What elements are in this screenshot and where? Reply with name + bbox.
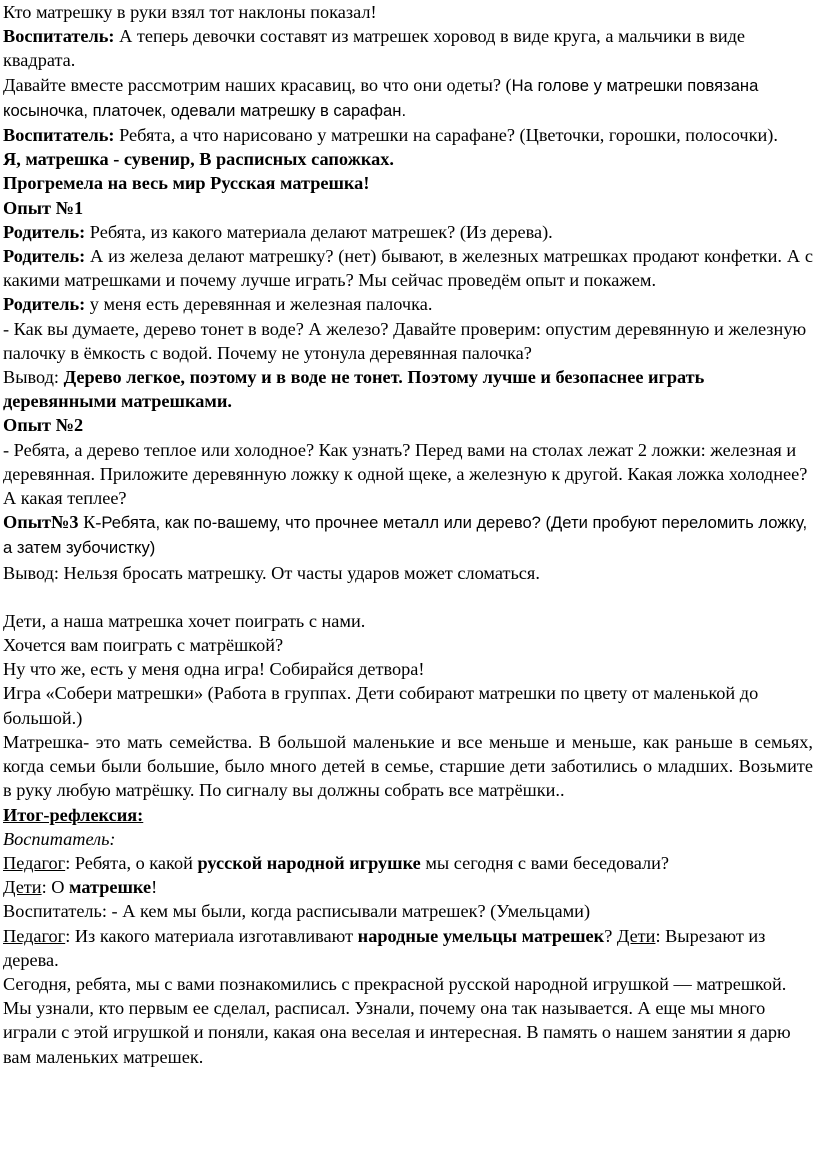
speaker-label: Родитель: [3,246,86,267]
costume-paragraph [3,73,813,123]
closing-paragraph [3,972,813,1069]
answer-text: На голове у матрешки повязана косыночка, платочек, одевали матрешку в сарафан. [3,75,759,120]
paragraph-text: Дети, а наша матрешка хочет поиграть с нами. [3,610,366,631]
teacher-italic-line [3,827,813,851]
speaker-label: Воспитатель: [3,26,115,47]
paragraph-text: Хочется вам поиграть с матрёшкой? [3,635,284,656]
speaker-label: Родитель: [3,221,86,242]
parent-paragraph-1 [3,220,813,244]
intro-line [3,0,813,24]
paragraph-text: : Вырезают из дерева. [3,925,766,970]
paragraph-text: Давайте вместе рассмотрим наших красавиц, во что они одеты? ( [3,74,512,95]
paragraph-text: - Ребята, а дерево теплое или холодное? Как узнать? Перед вами на столах лежат 2 ложки: железная и деревянная. Приложите деревянную ложку к одной щеке, а железную к другой. Какая ложка холоднее? А какая теплее? [3,439,808,509]
paragraph-text: мы сегодня с вами беседовали? [420,852,670,873]
emphasis-text: народные умельцы матрешек [357,925,605,946]
conclusion-text: Вывод: Нельзя бросать матрешку. От часты ударов может сломаться. [3,562,540,583]
paragraph-text: Ну что же, есть у меня одна игра! Собирайся детвора! [3,659,425,680]
game-paragraph [3,730,813,803]
speaker-label: Дети [616,925,656,946]
game-line-2 [3,633,813,657]
conclusion-text: Дерево легкое, поэтому и в воде не тонет. Поэтому лучше и безопаснее играть деревянными матрешками. [3,367,705,412]
blank-line [3,585,813,609]
teacher-paragraph-2 [3,123,813,147]
game-line-4 [3,681,813,729]
poem-text: Прогремела на весь мир Русская матрешка! [3,173,370,194]
heading-text: Опыт№3 [3,512,79,533]
paragraph-text: А из железа делают матрешку? (нет) бывают, в железных матрешках продают конфетки. А с какими матрешками и почему лучше играть? Мы сейчас проведём опыт и покажем. [3,246,813,291]
speaker-label: Дети [3,877,42,898]
poem-text: Я, матрешка - сувенир, В расписных сапожках. [3,149,394,170]
paragraph-text: Сегодня, ребята, мы с вами познакомились с прекрасной русской народной игрушкой — матрешкой. Мы узнали, кто первым ее сделал, расписал. Узнали, почему она так называется. А еще мы много играли с этой игрушкой и поняли, какая она веселая и интересная. В память о нашем занятии я дарю вам маленьких матрешек. [3,973,791,1067]
intro-text: Кто матрешку в руки взял тот наклоны показал! [3,2,377,22]
paragraph-text: Матрешка- это мать семейства. В большой маленькие и все меньше и меньше, как раньше в семьях, когда семьи были большие, было много детей в семье, старшие дети заботились о младших. Возьмите в руку любую матрёшку. По сигналу вы должны собрать все матрёшки.. [3,731,813,801]
poem-line-2 [3,171,813,195]
conclusion-1 [3,365,813,413]
reflection-line-1 [3,851,813,875]
heading-text: Опыт №2 [3,415,84,436]
speaker-label: Воспитатель: [3,828,116,849]
reflection-line-3 [3,899,813,923]
reflection-line-4 [3,924,813,972]
game-line-1 [3,609,813,633]
speaker-label: Родитель: [3,294,86,315]
poem-line-1 [3,147,813,171]
paragraph-text: ? [604,925,617,946]
paragraph-text: ! [151,877,158,898]
speaker-label: Педагог [3,852,66,873]
paragraph-text: Воспитатель: - А кем мы были, когда расписывали матрешек? (Умельцами) [3,901,591,922]
paragraph-text: : О [41,877,70,898]
paragraph-text: А теперь девочки составят из матрешек хоровод в виде круга, а мальчики в виде квадрата. [3,26,746,71]
experiment-3 [3,510,813,560]
parent-paragraph-3 [3,292,813,316]
experiment-1-question [3,317,813,365]
paragraph-text: : Из какого материала изготавливают [65,925,358,946]
emphasis-text: матрешке [69,877,152,898]
teacher-paragraph-1 [3,24,813,72]
reflection-line-2 [3,875,813,899]
experiment-2-title [3,413,813,437]
speaker-label: Педагог [3,925,66,946]
paragraph-text: Игра «Собери матрешки» (Работа в группах. Дети собирают матрешки по цвету от маленькой до большой.) [3,683,759,728]
experiment-2-text [3,438,813,511]
reflection-title [3,803,813,827]
paragraph-text: - Как вы думаете, дерево тонет в воде? А железо? Давайте проверим: опустим деревянную и железную палочку в ёмкость с водой. Почему не утонула деревянная палочка? [3,318,807,363]
experiment-1-title [3,196,813,220]
paragraph-text: Ребята, из какого материала делают матрешек? (Из дерева). [85,221,553,242]
paragraph-text: : Ребята, о какой [65,852,198,873]
game-line-3 [3,657,813,681]
emphasis-text: русской народной игрушке [197,852,421,873]
paragraph-text: Ребята, а что нарисовано у матрешки на сарафане? (Цветочки, горошки, полосочки). [114,125,778,146]
parent-paragraph-2 [3,244,813,292]
paragraph-text: К- [78,512,102,533]
paragraph-text: у меня есть деревянная и железная палочка. [85,294,433,315]
question-text: Ребята, как по-вашему, что прочнее металл или дерево? (Дети пробуют переломить ложку, а затем зубочистку) [3,513,808,558]
heading-text: Опыт №1 [3,197,84,218]
conclusion-2 [3,561,813,585]
heading-text: Итог-рефлексия: [3,804,144,825]
speaker-label: Воспитатель: [3,125,115,146]
conclusion-label: Вывод: [3,367,64,388]
